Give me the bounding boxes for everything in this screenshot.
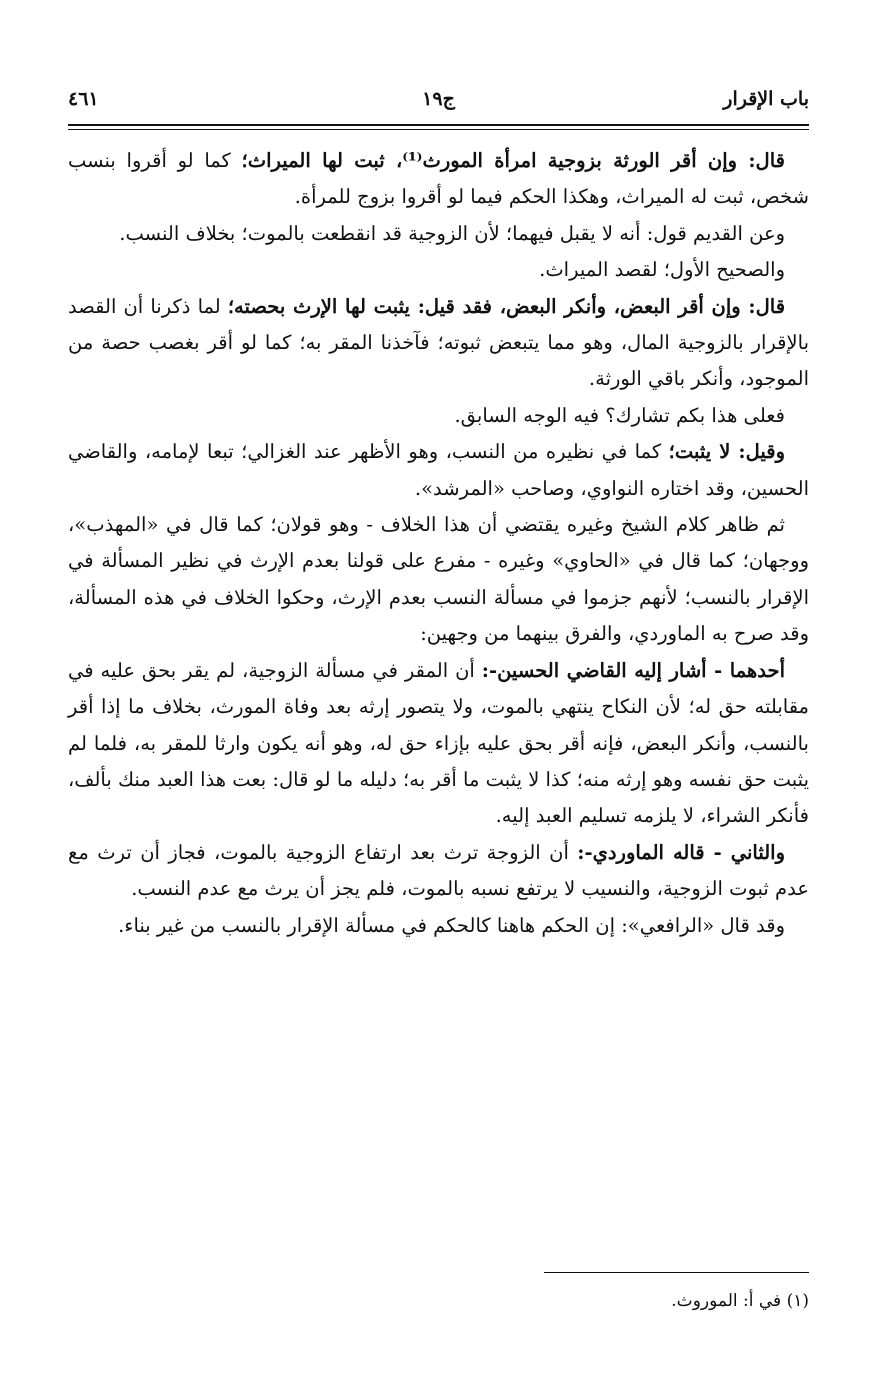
paragraph-text: وقد قال «الرافعي»: إن الحكم هاهنا كالحكم في مسألة الإقرار بالنسب من غير بناء. bbox=[118, 913, 785, 937]
paragraph bbox=[68, 434, 809, 507]
paragraph-text: أن المقر في مسألة الزوجية، لم يقر بحق عليه في مقابلته حق له؛ لأن النكاح ينتهي بالموت، ولا يتصور إرثه بعد وفاة المورث، بخلاف ما إذا أقر بالنسب، وأنكر البعض، فإنه أقر بحق عليه بإزاء حق له، وهو أنه يكون وارثا للمقر به، فلما لم يثبت حق نفسه وهو إرثه منه؛ كذا لا يثبت ما أقر به؛ دليله ما لو قال: بعت هذا العبد منك بألف، فأنكر الشراء، لا يلزمه تسليم العبد إليه. bbox=[68, 658, 809, 828]
paragraph-text: لما ذكرنا أن القصد بالإقرار بالزوجية المال، وهو مما يتبعض ثبوته؛ فآخذنا المقر به؛ كما لو أقر بغصب حصة من الموجود، وأنكر باقي الورثة. bbox=[68, 294, 809, 391]
paragraph-lead: قال: وإن أقر الورثة بزوجية امرأة المورث⁽¹⁾، ثبت لها الميراث؛ bbox=[241, 149, 785, 172]
paragraph bbox=[68, 908, 809, 944]
paragraph bbox=[68, 289, 809, 398]
chapter-title: باب الإقرار bbox=[723, 88, 809, 110]
paragraph bbox=[68, 398, 809, 434]
paragraph bbox=[68, 835, 809, 908]
header-rule bbox=[68, 124, 809, 130]
paragraph-lead: وقيل: لا يثبت؛ bbox=[668, 440, 785, 464]
paragraph-text: كما في نظيره من النسب، وهو الأظهر عند الغزالي؛ تبعا لإمامه، والقاضي الحسين، وقد اختاره النواوي، وصاحب «المرشد». bbox=[68, 440, 809, 500]
footnote-rule bbox=[544, 1272, 809, 1273]
paragraph-lead: والثاني - قاله الماوردي-: bbox=[577, 840, 785, 864]
footnote: (١) في أ: الموروث. bbox=[671, 1291, 809, 1311]
paragraph bbox=[68, 653, 809, 835]
body-text bbox=[68, 143, 809, 944]
paragraph bbox=[68, 216, 809, 252]
paragraph-text: كما لو أقروا بنسب شخص، ثبت له الميراث، وهكذا الحكم فيما لو أقروا بزوج للمرأة. bbox=[68, 149, 809, 209]
paragraph-text: فعلى هذا بكم تشارك؟ فيه الوجه السابق. bbox=[454, 403, 785, 427]
paragraph-text: والصحيح الأول؛ لقصد الميراث. bbox=[539, 258, 785, 282]
paragraph-text: أن الزوجة ترث بعد ارتفاع الزوجية بالموت، فجاز أن ترث مع عدم ثبوت الزوجية، والنسيب لا يرتفع نسبه بالموت، فلم يجز أن يرث مع عدم النسب. bbox=[68, 840, 809, 901]
paragraph bbox=[68, 143, 809, 216]
volume-number: ج١٩ bbox=[422, 88, 455, 110]
paragraph-text: ثم ظاهر كلام الشيخ وغيره يقتضي أن هذا الخلاف - وهو قولان؛ كما قال في «المهذب»، ووجهان؛ كما قال في «الحاوي» وغيره - مفرع على قولنا بعدم الإرث في نظير المسألة في الإقرار بالنسب؛ لأنهم جزموا في مسألة النسب بعدم الإرث، وحكوا الخلاف في هذه المسألة، وقد صرح به الماوردي، والفرق بينهما من وجهين: bbox=[68, 513, 809, 646]
running-header bbox=[68, 84, 809, 118]
paragraph-text: وعن القديم قول: أنه لا يقبل فيهما؛ لأن الزوجية قد انقطعت بالموت؛ بخلاف النسب. bbox=[119, 221, 785, 245]
paragraph-lead: قال: وإن أقر البعض، وأنكر البعض، فقد قيل: يثبت لها الإرث بحصته؛ bbox=[227, 294, 786, 318]
paragraph-lead: أحدهما - أشار إليه القاضي الحسين-: bbox=[481, 658, 785, 682]
paragraph bbox=[68, 507, 809, 653]
paragraph bbox=[68, 252, 809, 288]
page-number: ٤٦١ bbox=[68, 88, 99, 110]
